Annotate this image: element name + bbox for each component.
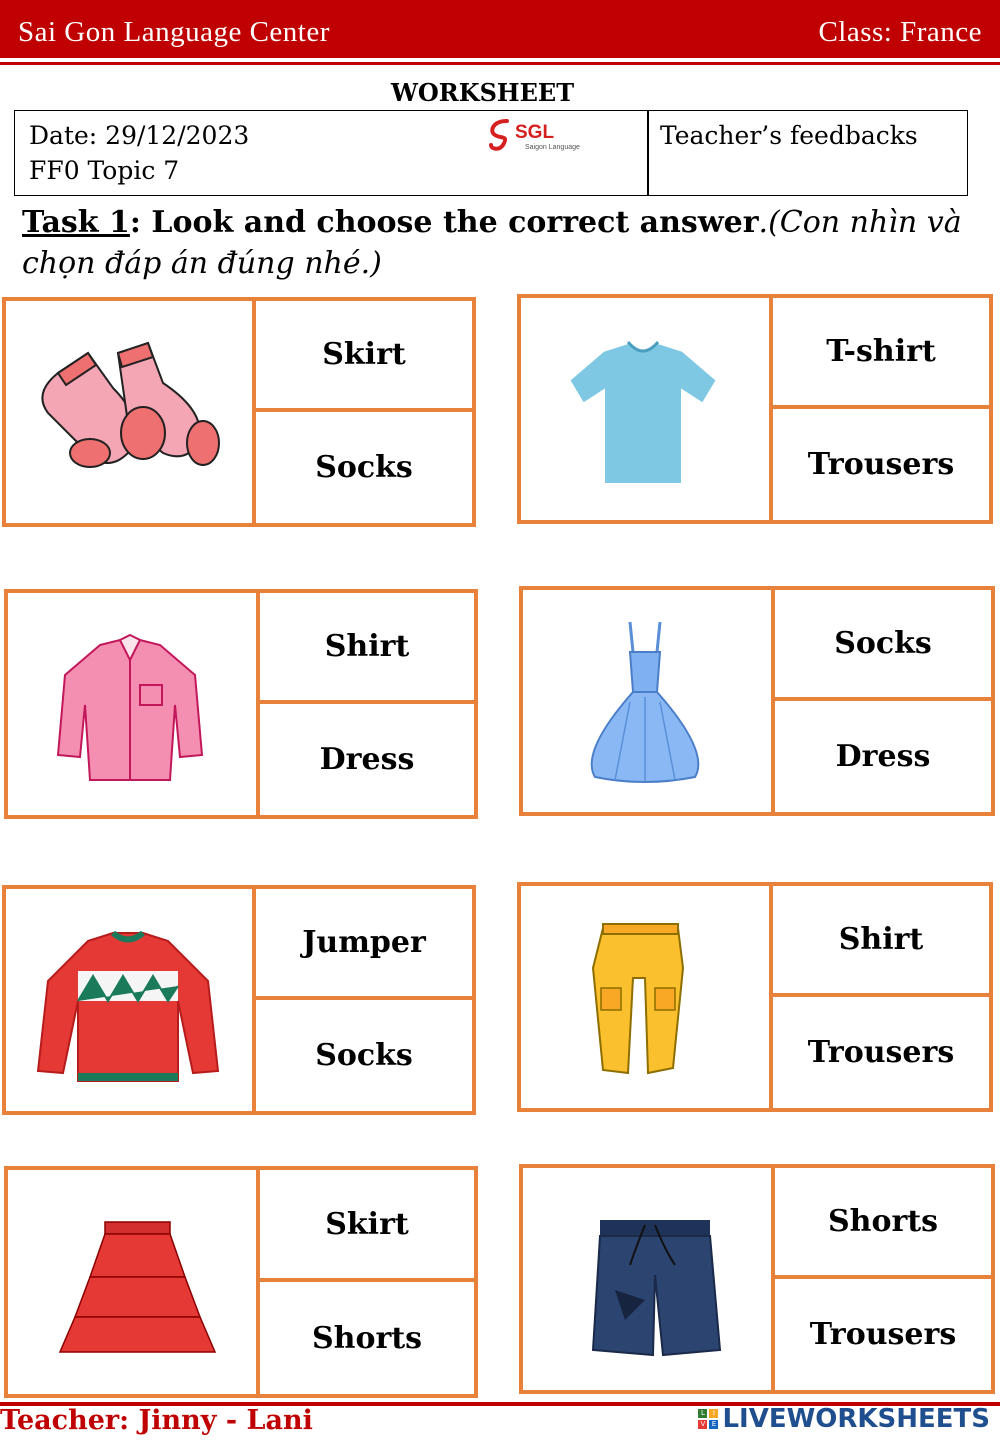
info-divider <box>647 111 649 195</box>
header-band <box>0 0 1000 58</box>
shorts-picture <box>535 1180 755 1370</box>
answer-option[interactable]: Socks <box>315 1038 413 1073</box>
question-card-4 <box>519 586 995 816</box>
task-label: Task 1 <box>22 205 130 240</box>
info-box <box>14 110 968 196</box>
answer-option[interactable]: Trousers <box>807 1035 955 1070</box>
logo-text: SGL <box>515 122 555 143</box>
dress-picture <box>535 602 755 792</box>
sgl-logo <box>485 117 595 153</box>
header-divider <box>0 62 1000 65</box>
topic-text: FF0 Topic 7 <box>29 156 180 185</box>
tshirt-picture <box>533 310 753 500</box>
question-card-6 <box>517 882 993 1112</box>
answer-option[interactable]: Shorts <box>775 1168 991 1279</box>
teacher-name: Teacher: Jinny - Lani <box>0 1405 313 1436</box>
answer-option[interactable]: Socks <box>775 590 991 701</box>
socks-picture <box>18 313 238 503</box>
question-card-1 <box>2 297 476 527</box>
answer-option[interactable]: Shirt <box>260 593 474 704</box>
feedback-label: Teacher’s feedbacks <box>660 121 918 150</box>
answer-option[interactable]: Socks <box>315 450 413 485</box>
jumper-picture <box>18 901 238 1091</box>
answer-option[interactable]: Skirt <box>260 1170 474 1282</box>
date-text: Date: 29/12/2023 <box>29 121 250 150</box>
question-card-7 <box>4 1166 478 1398</box>
center-name: Sai Gon Language Center <box>18 16 330 48</box>
answer-option[interactable]: Dress <box>319 742 415 777</box>
worksheet-title: WORKSHEET <box>390 78 575 107</box>
trousers-picture <box>533 898 753 1088</box>
answer-option[interactable]: Trousers <box>807 447 955 482</box>
task-instruction <box>22 202 982 284</box>
question-card-8 <box>519 1164 995 1394</box>
liveworksheets-icon: L I V E <box>698 1409 718 1429</box>
shirt-picture <box>20 605 240 795</box>
task-text: : Look and choose the correct answer <box>129 205 759 240</box>
picture-cell <box>8 593 260 815</box>
answer-option[interactable]: Jumper <box>256 889 472 1000</box>
answer-option[interactable]: Skirt <box>256 301 472 412</box>
logo-subtext: Saigon Language <box>525 144 580 151</box>
picture-cell <box>523 1168 775 1390</box>
answer-option[interactable]: Shorts <box>311 1320 423 1356</box>
skirt-picture <box>20 1182 240 1372</box>
answer-option[interactable]: Shirt <box>773 886 989 997</box>
picture-cell <box>6 889 256 1111</box>
task-translation: .(Con nhìn và chọn đáp án đúng nhé.) <box>22 205 962 281</box>
question-card-3 <box>4 589 478 819</box>
liveworksheets-brand <box>698 1404 990 1434</box>
picture-cell <box>523 590 775 812</box>
picture-cell <box>6 301 256 523</box>
answer-option[interactable]: Trousers <box>809 1317 957 1352</box>
picture-cell <box>8 1170 260 1394</box>
liveworksheets-text: LIVEWORKSHEETS <box>722 1404 990 1434</box>
picture-cell <box>521 298 773 520</box>
question-card-5 <box>2 885 476 1115</box>
question-card-2 <box>517 294 993 524</box>
class-label: Class: France <box>818 16 982 48</box>
answer-option[interactable]: T-shirt <box>773 298 989 409</box>
answer-option[interactable]: Dress <box>835 739 931 774</box>
picture-cell <box>521 886 773 1108</box>
